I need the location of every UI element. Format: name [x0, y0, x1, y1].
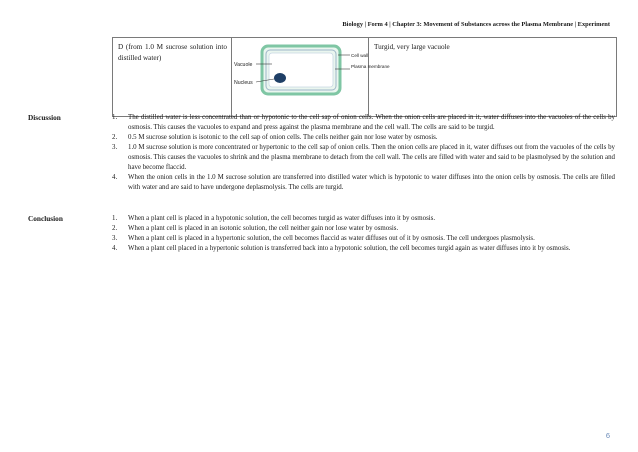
list-item	[112, 234, 615, 244]
list-item	[112, 214, 615, 224]
page-header: Biology | Form 4 | Chapter 3: Movement of Substances across the Plasma Membrane | Experiment	[342, 21, 610, 28]
list-item	[112, 113, 615, 133]
nucleus-shape	[274, 73, 286, 83]
item-number: 2.	[112, 225, 118, 232]
diagram-cell	[232, 38, 390, 117]
list-item	[112, 143, 615, 173]
item-text: The distilled water is less concentrated than or hypotonic to the cell sap of onion cells. When the onion cells are placed in it, water diffuses into the vacuoles of the cells by osmosis. This causes the vacuoles to expand and press against the plasma membrane and the cell wall. The cells are said to be turgid.	[128, 114, 615, 131]
item-text: When a plant cell is placed in a hypertonic solution, the cell becomes flaccid as water diffuses out of it by osmosis. The cell undergoes plasmolysis.	[128, 235, 535, 242]
item-number: 4.	[112, 245, 118, 252]
turgid-cell-diagram	[232, 38, 390, 111]
condition-text: D (from 1.0 M sucrose solution into distilled water)	[118, 43, 227, 62]
item-text: When the onion cells in the 1.0 M sucrose solution are transferred into distilled water which is hypotonic to water diffuses into the onion cells by osmosis. The cells are filled with water and are said to have undergone deplasmolysis. The cells are turgid.	[128, 174, 615, 191]
item-text: When a plant cell is placed in a hypotonic solution, the cell becomes turgid as water diffuses into it by osmosis.	[128, 215, 436, 222]
conclusion-heading: Conclusion	[28, 214, 63, 223]
item-number: 2.	[112, 134, 118, 141]
item-number: 3.	[112, 144, 118, 151]
item-number: 4.	[112, 174, 118, 181]
item-text: When a plant cell placed in a hypertonic solution is transferred back into a hypotonic solution, the cell becomes turgid again as water diffuses into it by osmosis.	[128, 245, 571, 252]
vacuole-label: Vacuole	[234, 62, 253, 68]
list-item	[112, 244, 615, 254]
observation-text: Turgid, very large vacuole	[374, 43, 450, 51]
nucleus-label: Nucleus	[234, 80, 253, 86]
discussion-heading: Discussion	[28, 113, 61, 122]
item-number: 3.	[112, 235, 118, 242]
list-item	[112, 133, 615, 143]
cell-wall-label: Cell wall	[351, 53, 369, 58]
condition-cell	[113, 38, 232, 117]
results-table-row	[112, 37, 617, 117]
item-number: 1.	[112, 215, 118, 222]
item-text: 1.0 M sucrose solution is more concentrated or hypertonic to the cell sap of onion cells. Then the onion cells are placed in it, water diffuses out from the vacuoles of the cells by osmosis. This causes the vacuoles to shrink and the plasma membrane to detach from the cell wall. The cells are filled with water and said to be plasmolysed by the solution and have become flaccid.	[128, 144, 615, 171]
discussion-list	[112, 113, 615, 193]
list-item	[112, 224, 615, 234]
item-number: 1.	[112, 114, 118, 121]
list-item	[112, 173, 615, 193]
page-number: 6	[605, 431, 610, 440]
observation-cell	[369, 38, 617, 117]
item-text: When a plant cell is placed in an isotonic solution, the cell neither gain nor lose water by osmosis.	[128, 225, 399, 232]
conclusion-list	[112, 214, 615, 254]
plasma-membrane-label: Plasma membrane	[351, 64, 390, 69]
item-text: 0.5 M sucrose solution is isotonic to the cell sap of onion cells. The cells neither gain nor lose water by osmosis.	[128, 134, 438, 141]
